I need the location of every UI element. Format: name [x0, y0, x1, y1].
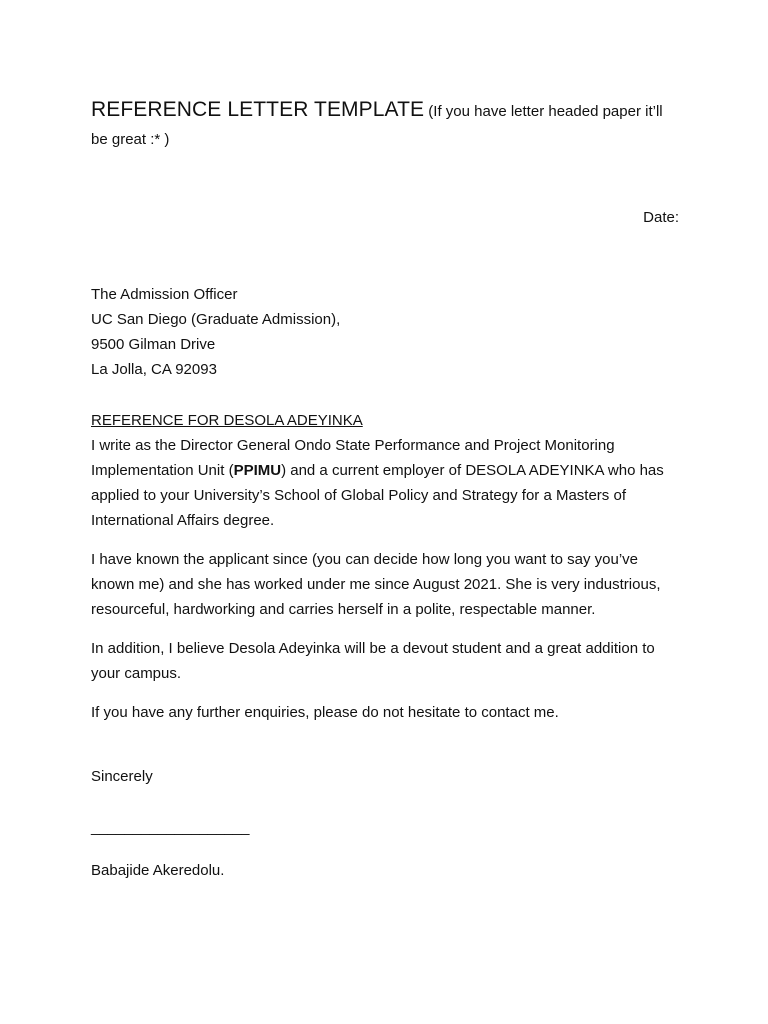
title-main: REFERENCE LETTER TEMPLATE [91, 98, 425, 121]
letter-title [91, 96, 681, 154]
signature-line: ___________________ [91, 819, 250, 836]
title-note: (If you have letter headed paper it’ll [428, 103, 663, 120]
address-line-2: UC San Diego (Graduate Admission), [91, 311, 341, 328]
paragraph-2: I have known the applicant since (you can decide how long you want to say you’ve known me) and she has worked under me since August 2021. She is very industrious, resourceful, hardworking and carries herself in a polite, respectable manner. [91, 551, 661, 618]
subject-line: REFERENCE FOR DESOLA ADEYINKA [91, 412, 363, 429]
address-line-1: The Admission Officer [91, 286, 238, 303]
paragraph-3: In addition, I believe Desola Adeyinka will be a devout student and a great addition to your campus. [91, 640, 655, 682]
address-line-4: La Jolla, CA 92093 [91, 361, 217, 378]
paragraph-1 [91, 433, 681, 533]
paragraph-4: If you have any further enquiries, please do not hesitate to contact me. [91, 704, 559, 721]
address-line-3: 9500 Gilman Drive [91, 336, 216, 353]
date-label: Date: [643, 209, 679, 226]
ppimu-abbreviation: PPIMU [233, 462, 282, 479]
closing: Sincerely [91, 768, 153, 785]
letter-body [91, 96, 681, 883]
paragraph-1-text-a: I write as the Director General Ondo State Performance and Project Monitoring Implementation Unit ( [91, 437, 615, 479]
signer-name: Babajide Akeredolu. [91, 862, 225, 879]
paragraph-1-text-b: ) and a current employer of DESOLA ADEYINKA who has applied to your University’s School of Global Policy and Strategy for a Masters of International Affairs degree. [91, 462, 664, 529]
title-note-continued: be great :* ) [91, 131, 170, 148]
recipient-address [91, 282, 681, 382]
